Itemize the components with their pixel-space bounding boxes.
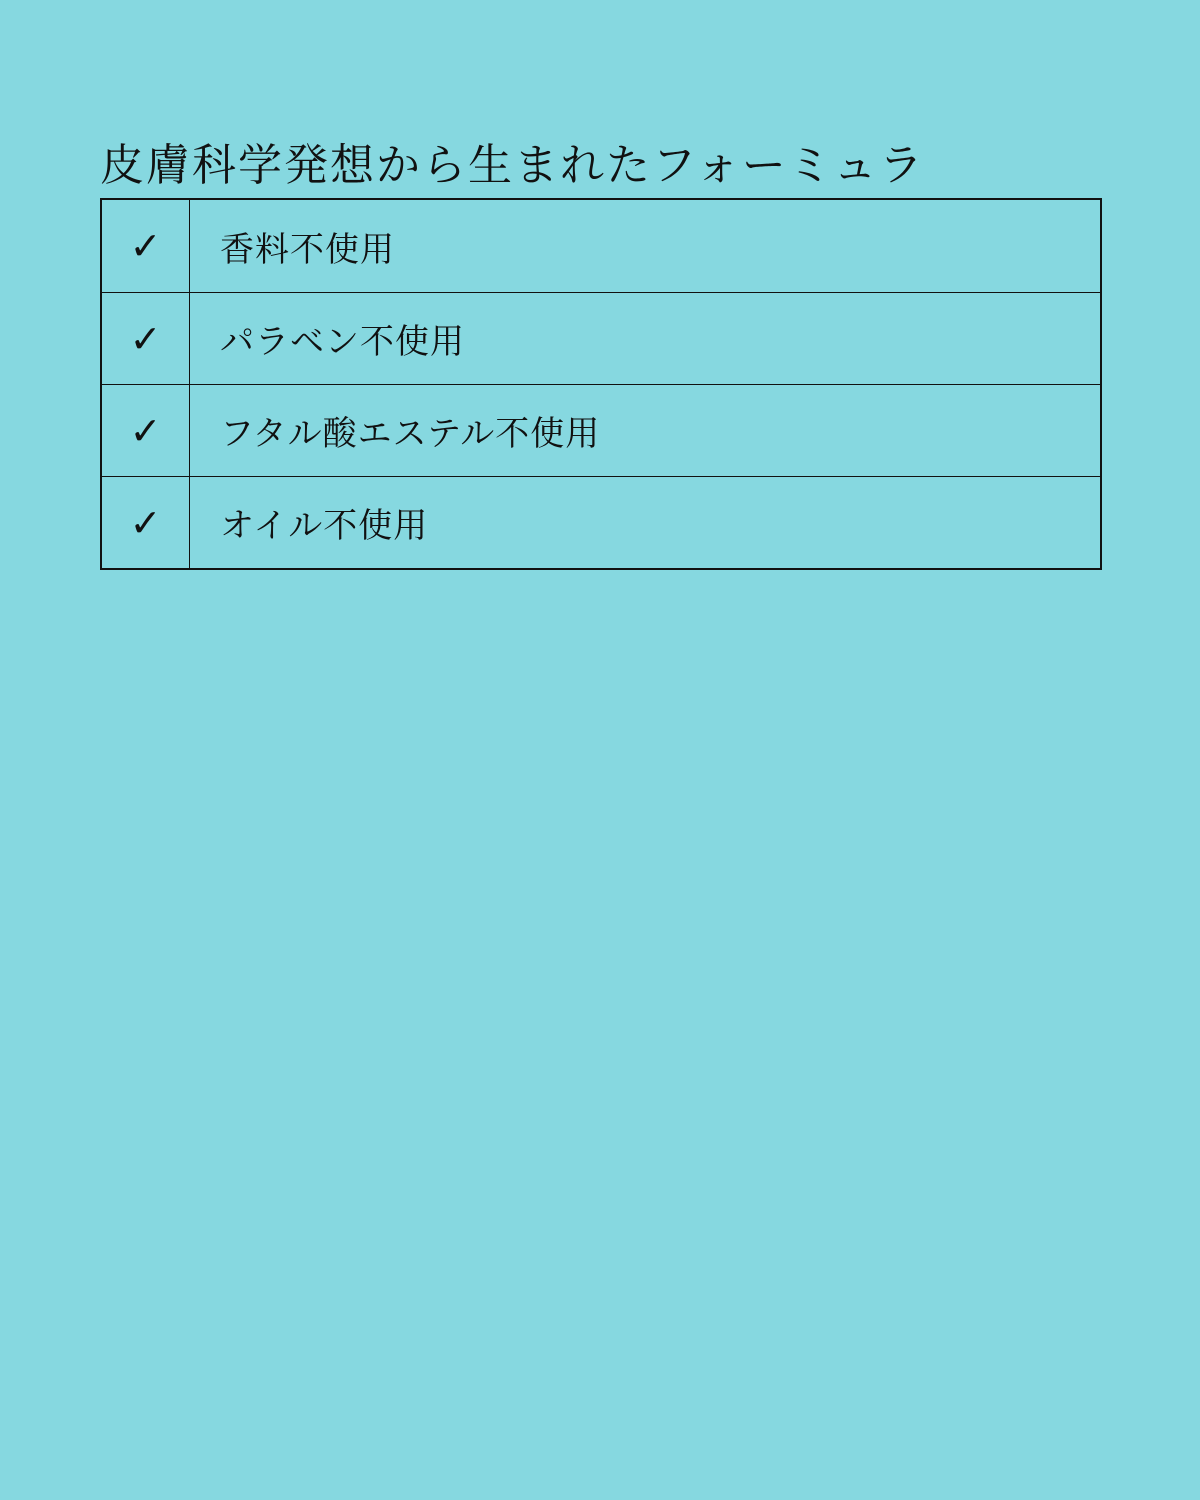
feature-label: フタル酸エステル不使用 bbox=[220, 414, 601, 454]
table-row bbox=[102, 292, 1100, 384]
checkmark-icon: ✓ bbox=[102, 477, 190, 568]
feature-label: 香料不使用 bbox=[220, 229, 395, 270]
checkmark-icon: ✓ bbox=[102, 385, 190, 476]
feature-table bbox=[100, 198, 1102, 570]
table-row bbox=[102, 476, 1100, 568]
checkmark-icon: ✓ bbox=[102, 293, 190, 384]
checkmark-icon: ✓ bbox=[102, 200, 190, 292]
feature-label: パラベン不使用 bbox=[220, 322, 465, 362]
page-title: 皮膚科学発想から生まれたフォーミュラ bbox=[100, 140, 925, 192]
feature-label: オイル不使用 bbox=[220, 506, 429, 546]
table-row bbox=[102, 384, 1100, 476]
table-row bbox=[102, 200, 1100, 292]
